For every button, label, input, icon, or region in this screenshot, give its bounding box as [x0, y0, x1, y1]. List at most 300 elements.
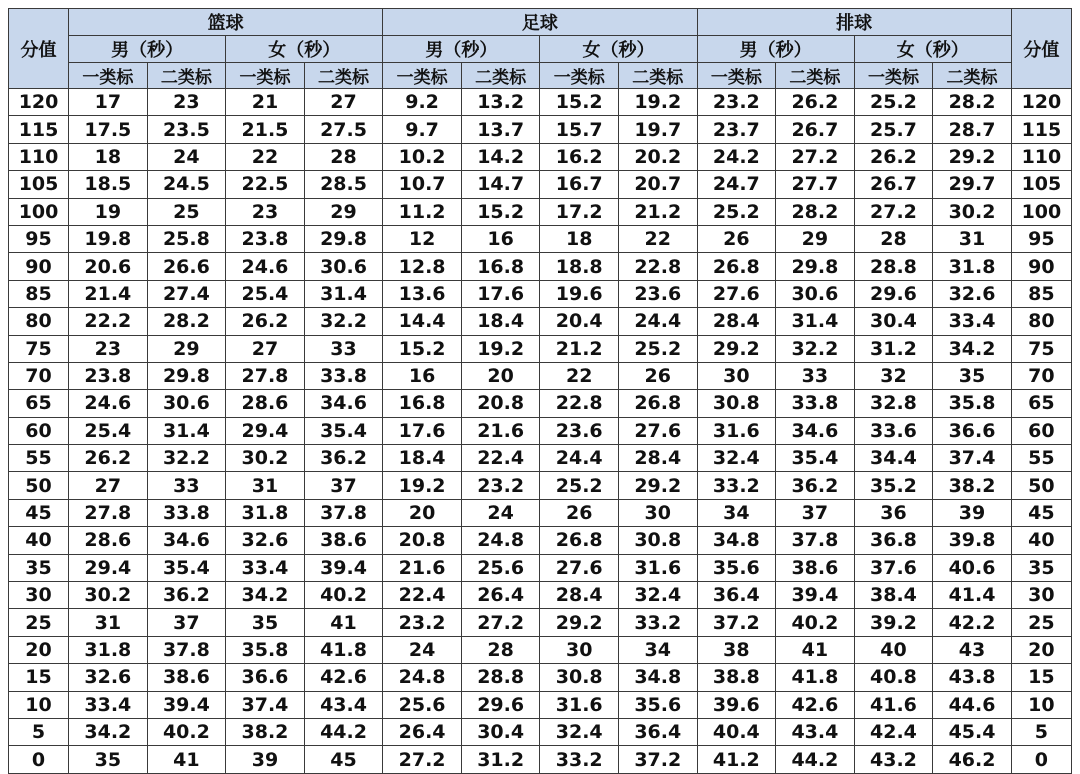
value-cell: 24.8	[461, 527, 540, 554]
table-row	[9, 362, 1072, 389]
value-cell: 15.2	[540, 89, 619, 116]
value-cell: 20.4	[540, 308, 619, 335]
value-cell: 42.4	[854, 718, 933, 745]
value-cell: 39	[226, 746, 305, 773]
value-cell: 30.8	[618, 527, 697, 554]
sport-header-basketball: 篮球	[69, 9, 383, 36]
value-cell: 22	[618, 225, 697, 252]
score-cell-right: 20	[1011, 636, 1071, 663]
value-cell: 25.2	[697, 198, 776, 225]
value-cell: 37	[147, 609, 226, 636]
score-cell-right: 85	[1011, 280, 1071, 307]
score-cell-left: 105	[9, 171, 69, 198]
value-cell: 25.4	[226, 280, 305, 307]
value-cell: 26.7	[854, 171, 933, 198]
grade-header-first: 一类标	[697, 63, 776, 89]
table-row	[9, 417, 1072, 444]
table-row	[9, 582, 1072, 609]
value-cell: 26.7	[776, 116, 855, 143]
value-cell: 14.7	[461, 171, 540, 198]
value-cell: 32.4	[697, 445, 776, 472]
value-cell: 25.2	[854, 89, 933, 116]
value-cell: 33	[147, 472, 226, 499]
value-cell: 26.2	[776, 89, 855, 116]
value-cell: 27.5	[304, 116, 383, 143]
score-cell-right: 50	[1011, 472, 1071, 499]
score-cell-left: 80	[9, 308, 69, 335]
gender-header-male: 男（秒）	[69, 36, 226, 63]
value-cell: 10.2	[383, 143, 462, 170]
value-cell: 29.7	[933, 171, 1012, 198]
value-cell: 22.5	[226, 171, 305, 198]
value-cell: 20	[383, 499, 462, 526]
value-cell: 37.6	[854, 554, 933, 581]
value-cell: 15.7	[540, 116, 619, 143]
table-row	[9, 280, 1072, 307]
score-cell-left: 60	[9, 417, 69, 444]
score-cell-right: 30	[1011, 582, 1071, 609]
value-cell: 26.2	[854, 143, 933, 170]
value-cell: 26	[618, 362, 697, 389]
value-cell: 31.8	[69, 636, 148, 663]
score-table	[8, 8, 1072, 774]
table-row	[9, 198, 1072, 225]
value-cell: 20.8	[461, 390, 540, 417]
value-cell: 31	[933, 225, 1012, 252]
grade-header-second: 二类标	[461, 63, 540, 89]
table-row	[9, 472, 1072, 499]
value-cell: 32.4	[540, 718, 619, 745]
value-cell: 33	[776, 362, 855, 389]
value-cell: 33.4	[933, 308, 1012, 335]
score-cell-right: 105	[1011, 171, 1071, 198]
value-cell: 41.8	[304, 636, 383, 663]
value-cell: 21.4	[69, 280, 148, 307]
score-cell-left: 95	[9, 225, 69, 252]
value-cell: 15.2	[461, 198, 540, 225]
value-cell: 29.2	[618, 472, 697, 499]
score-cell-left: 20	[9, 636, 69, 663]
value-cell: 33.2	[618, 609, 697, 636]
value-cell: 27.2	[854, 198, 933, 225]
value-cell: 9.7	[383, 116, 462, 143]
value-cell: 25.2	[618, 335, 697, 362]
score-cell-right: 70	[1011, 362, 1071, 389]
score-cell-right: 110	[1011, 143, 1071, 170]
value-cell: 32.2	[304, 308, 383, 335]
grade-header-second: 二类标	[304, 63, 383, 89]
value-cell: 18.4	[383, 445, 462, 472]
score-cell-left: 45	[9, 499, 69, 526]
value-cell: 29.2	[933, 143, 1012, 170]
header-row-grade	[9, 63, 1072, 89]
value-cell: 26.8	[697, 253, 776, 280]
value-cell: 38.2	[226, 718, 305, 745]
value-cell: 44.2	[304, 718, 383, 745]
value-cell: 30.2	[226, 445, 305, 472]
table-row	[9, 554, 1072, 581]
value-cell: 35	[69, 746, 148, 773]
value-cell: 23.2	[697, 89, 776, 116]
value-cell: 29.2	[697, 335, 776, 362]
value-cell: 19.6	[540, 280, 619, 307]
value-cell: 37	[776, 499, 855, 526]
value-cell: 24.7	[697, 171, 776, 198]
table-header	[9, 9, 1072, 89]
score-cell-left: 70	[9, 362, 69, 389]
value-cell: 21	[226, 89, 305, 116]
score-cell-right: 120	[1011, 89, 1071, 116]
grade-header-second: 二类标	[776, 63, 855, 89]
value-cell: 33.4	[226, 554, 305, 581]
value-cell: 37.4	[933, 445, 1012, 472]
value-cell: 36.4	[697, 582, 776, 609]
score-cell-left: 0	[9, 746, 69, 773]
value-cell: 20.7	[618, 171, 697, 198]
value-cell: 31.8	[226, 499, 305, 526]
table-row	[9, 253, 1072, 280]
value-cell: 40.2	[147, 718, 226, 745]
score-cell-right: 100	[1011, 198, 1071, 225]
value-cell: 43.4	[304, 691, 383, 718]
value-cell: 39.4	[147, 691, 226, 718]
value-cell: 36.2	[776, 472, 855, 499]
value-cell: 40.8	[854, 664, 933, 691]
value-cell: 24.4	[618, 308, 697, 335]
value-cell: 38.4	[854, 582, 933, 609]
value-cell: 30	[540, 636, 619, 663]
score-cell-left: 120	[9, 89, 69, 116]
value-cell: 30.2	[69, 582, 148, 609]
value-cell: 46.2	[933, 746, 1012, 773]
value-cell: 17.2	[540, 198, 619, 225]
value-cell: 33.4	[69, 691, 148, 718]
value-cell: 23.6	[618, 280, 697, 307]
value-cell: 18	[540, 225, 619, 252]
score-header-left: 分值	[9, 9, 69, 89]
table-row	[9, 691, 1072, 718]
value-cell: 33.6	[854, 417, 933, 444]
value-cell: 39.4	[304, 554, 383, 581]
value-cell: 20.8	[383, 527, 462, 554]
value-cell: 19.8	[69, 225, 148, 252]
value-cell: 39.8	[933, 527, 1012, 554]
value-cell: 21.5	[226, 116, 305, 143]
value-cell: 20.6	[69, 253, 148, 280]
value-cell: 16.8	[383, 390, 462, 417]
value-cell: 27.7	[776, 171, 855, 198]
grade-header-first: 一类标	[69, 63, 148, 89]
value-cell: 40.6	[933, 554, 1012, 581]
value-cell: 28.2	[933, 89, 1012, 116]
value-cell: 37.8	[304, 499, 383, 526]
value-cell: 26.8	[540, 527, 619, 554]
value-cell: 35.4	[147, 554, 226, 581]
value-cell: 32.6	[69, 664, 148, 691]
value-cell: 28.4	[618, 445, 697, 472]
value-cell: 11.2	[383, 198, 462, 225]
value-cell: 32.6	[226, 527, 305, 554]
value-cell: 23.8	[226, 225, 305, 252]
value-cell: 34	[618, 636, 697, 663]
value-cell: 29.8	[304, 225, 383, 252]
value-cell: 13.2	[461, 89, 540, 116]
table-row	[9, 499, 1072, 526]
score-cell-right: 55	[1011, 445, 1071, 472]
value-cell: 24.6	[69, 390, 148, 417]
value-cell: 13.6	[383, 280, 462, 307]
value-cell: 31.6	[540, 691, 619, 718]
value-cell: 34.6	[776, 417, 855, 444]
value-cell: 37.2	[618, 746, 697, 773]
value-cell: 33	[304, 335, 383, 362]
value-cell: 30.4	[854, 308, 933, 335]
value-cell: 24.6	[226, 253, 305, 280]
value-cell: 23.8	[69, 362, 148, 389]
value-cell: 34.2	[226, 582, 305, 609]
value-cell: 20	[461, 362, 540, 389]
value-cell: 30	[697, 362, 776, 389]
value-cell: 38.6	[304, 527, 383, 554]
value-cell: 25.4	[69, 417, 148, 444]
table-row	[9, 171, 1072, 198]
value-cell: 24	[383, 636, 462, 663]
value-cell: 41.8	[776, 664, 855, 691]
value-cell: 25	[147, 198, 226, 225]
value-cell: 27.8	[226, 362, 305, 389]
value-cell: 34.8	[697, 527, 776, 554]
value-cell: 34.2	[933, 335, 1012, 362]
table-row	[9, 335, 1072, 362]
value-cell: 35.8	[226, 636, 305, 663]
value-cell: 37	[304, 472, 383, 499]
score-cell-left: 90	[9, 253, 69, 280]
value-cell: 41	[304, 609, 383, 636]
value-cell: 19	[69, 198, 148, 225]
score-cell-left: 110	[9, 143, 69, 170]
value-cell: 41	[147, 746, 226, 773]
value-cell: 18.8	[540, 253, 619, 280]
value-cell: 38.2	[933, 472, 1012, 499]
value-cell: 28.6	[226, 390, 305, 417]
value-cell: 32.2	[147, 445, 226, 472]
value-cell: 18	[69, 143, 148, 170]
value-cell: 29.6	[854, 280, 933, 307]
table-row	[9, 609, 1072, 636]
value-cell: 38.8	[697, 664, 776, 691]
score-cell-right: 115	[1011, 116, 1071, 143]
value-cell: 23.2	[461, 472, 540, 499]
value-cell: 31.2	[461, 746, 540, 773]
gender-header-male: 男（秒）	[383, 36, 540, 63]
value-cell: 33.8	[147, 499, 226, 526]
table-row	[9, 225, 1072, 252]
value-cell: 28	[461, 636, 540, 663]
value-cell: 31.2	[854, 335, 933, 362]
value-cell: 44.6	[933, 691, 1012, 718]
value-cell: 31	[69, 609, 148, 636]
value-cell: 29	[304, 198, 383, 225]
score-cell-right: 90	[1011, 253, 1071, 280]
value-cell: 35.6	[697, 554, 776, 581]
value-cell: 22.4	[383, 582, 462, 609]
value-cell: 37.2	[697, 609, 776, 636]
value-cell: 35.4	[776, 445, 855, 472]
value-cell: 35.8	[933, 390, 1012, 417]
value-cell: 37.8	[147, 636, 226, 663]
value-cell: 43.2	[854, 746, 933, 773]
value-cell: 31	[226, 472, 305, 499]
value-cell: 22	[540, 362, 619, 389]
sport-header-football: 足球	[383, 9, 697, 36]
value-cell: 33.8	[776, 390, 855, 417]
table-row	[9, 390, 1072, 417]
value-cell: 40	[854, 636, 933, 663]
value-cell: 30.8	[540, 664, 619, 691]
value-cell: 41.4	[933, 582, 1012, 609]
value-cell: 29.4	[226, 417, 305, 444]
value-cell: 17.5	[69, 116, 148, 143]
value-cell: 39.6	[697, 691, 776, 718]
value-cell: 19.2	[383, 472, 462, 499]
score-cell-right: 65	[1011, 390, 1071, 417]
value-cell: 23.5	[147, 116, 226, 143]
value-cell: 30.2	[933, 198, 1012, 225]
value-cell: 28.7	[933, 116, 1012, 143]
value-cell: 18.5	[69, 171, 148, 198]
table-row	[9, 718, 1072, 745]
score-cell-left: 30	[9, 582, 69, 609]
value-cell: 26.4	[461, 582, 540, 609]
value-cell: 26.8	[618, 390, 697, 417]
value-cell: 23	[147, 89, 226, 116]
grade-header-second: 二类标	[618, 63, 697, 89]
value-cell: 39	[933, 499, 1012, 526]
value-cell: 24.4	[540, 445, 619, 472]
value-cell: 24.5	[147, 171, 226, 198]
header-row-sports	[9, 9, 1072, 36]
value-cell: 21.2	[540, 335, 619, 362]
value-cell: 28.4	[697, 308, 776, 335]
value-cell: 30	[618, 499, 697, 526]
value-cell: 22.4	[461, 445, 540, 472]
value-cell: 27.4	[147, 280, 226, 307]
value-cell: 33.2	[697, 472, 776, 499]
value-cell: 16.2	[540, 143, 619, 170]
value-cell: 29.8	[147, 362, 226, 389]
value-cell: 40.2	[776, 609, 855, 636]
value-cell: 28.2	[776, 198, 855, 225]
value-cell: 19.2	[618, 89, 697, 116]
value-cell: 31.4	[147, 417, 226, 444]
value-cell: 27.6	[697, 280, 776, 307]
gender-header-female: 女（秒）	[540, 36, 697, 63]
score-cell-right: 15	[1011, 664, 1071, 691]
value-cell: 29.6	[461, 691, 540, 718]
value-cell: 28	[854, 225, 933, 252]
table-row	[9, 308, 1072, 335]
value-cell: 27.6	[618, 417, 697, 444]
value-cell: 30.6	[776, 280, 855, 307]
grade-header-first: 一类标	[540, 63, 619, 89]
value-cell: 17.6	[383, 417, 462, 444]
table-row	[9, 746, 1072, 773]
value-cell: 12	[383, 225, 462, 252]
value-cell: 30.6	[147, 390, 226, 417]
value-cell: 16	[461, 225, 540, 252]
value-cell: 34.6	[304, 390, 383, 417]
value-cell: 41.6	[854, 691, 933, 718]
value-cell: 14.4	[383, 308, 462, 335]
value-cell: 28.8	[854, 253, 933, 280]
value-cell: 27.2	[383, 746, 462, 773]
value-cell: 29.4	[69, 554, 148, 581]
value-cell: 24.8	[383, 664, 462, 691]
value-cell: 42.6	[776, 691, 855, 718]
score-cell-left: 100	[9, 198, 69, 225]
value-cell: 27	[304, 89, 383, 116]
value-cell: 27.2	[461, 609, 540, 636]
value-cell: 23	[226, 198, 305, 225]
score-cell-left: 65	[9, 390, 69, 417]
value-cell: 27	[226, 335, 305, 362]
value-cell: 26.2	[69, 445, 148, 472]
grade-header-second: 二类标	[147, 63, 226, 89]
value-cell: 16.7	[540, 171, 619, 198]
score-cell-right: 0	[1011, 746, 1071, 773]
value-cell: 36.2	[304, 445, 383, 472]
sport-header-volleyball: 排球	[697, 9, 1011, 36]
value-cell: 43.4	[776, 718, 855, 745]
value-cell: 27.2	[776, 143, 855, 170]
value-cell: 18.4	[461, 308, 540, 335]
value-cell: 32.8	[854, 390, 933, 417]
value-cell: 35.2	[854, 472, 933, 499]
value-cell: 12.8	[383, 253, 462, 280]
score-cell-left: 15	[9, 664, 69, 691]
value-cell: 28.2	[147, 308, 226, 335]
value-cell: 40.2	[304, 582, 383, 609]
value-cell: 38	[697, 636, 776, 663]
value-cell: 31.4	[776, 308, 855, 335]
value-cell: 23	[69, 335, 148, 362]
value-cell: 23.7	[697, 116, 776, 143]
value-cell: 34.2	[69, 718, 148, 745]
value-cell: 9.2	[383, 89, 462, 116]
score-cell-right: 25	[1011, 609, 1071, 636]
value-cell: 34.4	[854, 445, 933, 472]
value-cell: 29.8	[776, 253, 855, 280]
score-cell-right: 35	[1011, 554, 1071, 581]
value-cell: 32.2	[776, 335, 855, 362]
value-cell: 34.6	[147, 527, 226, 554]
value-cell: 24	[461, 499, 540, 526]
value-cell: 24	[147, 143, 226, 170]
table-row	[9, 445, 1072, 472]
table-row	[9, 143, 1072, 170]
value-cell: 23.2	[383, 609, 462, 636]
value-cell: 36.4	[618, 718, 697, 745]
value-cell: 33.8	[304, 362, 383, 389]
table-row	[9, 664, 1072, 691]
value-cell: 30.4	[461, 718, 540, 745]
value-cell: 38.6	[147, 664, 226, 691]
score-cell-left: 85	[9, 280, 69, 307]
value-cell: 22.2	[69, 308, 148, 335]
value-cell: 19.7	[618, 116, 697, 143]
grade-header-first: 一类标	[226, 63, 305, 89]
gender-header-female: 女（秒）	[854, 36, 1011, 63]
